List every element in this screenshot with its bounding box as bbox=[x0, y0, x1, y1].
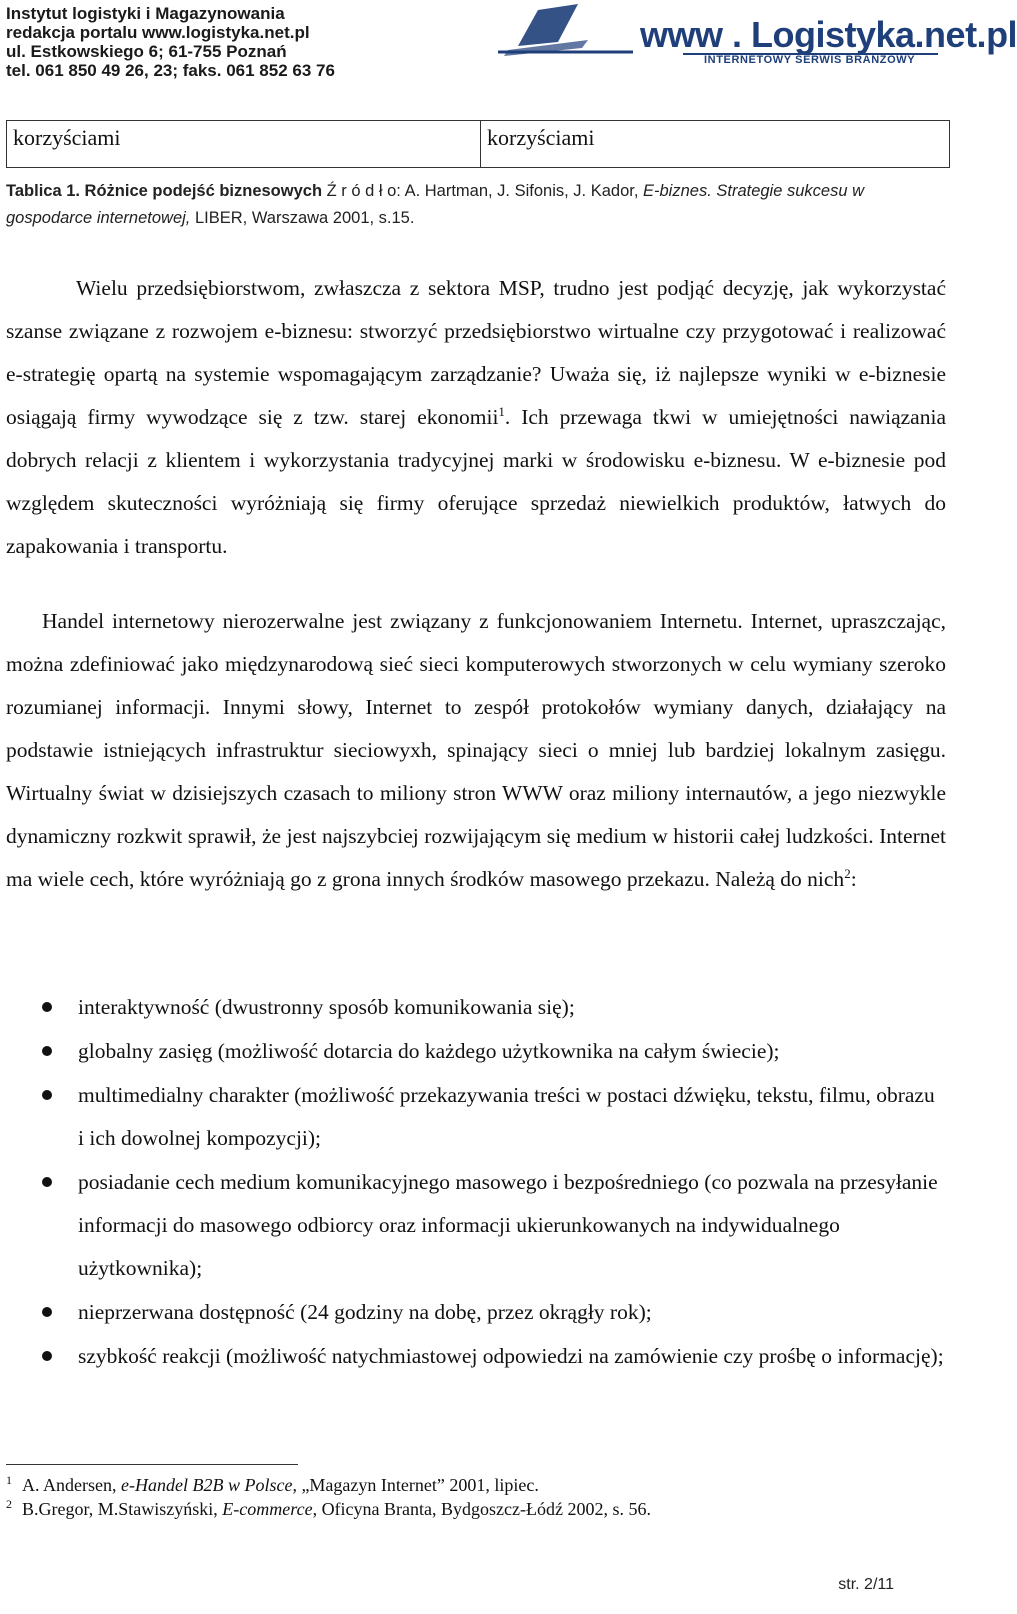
body-paragraph bbox=[6, 267, 946, 568]
list-item bbox=[6, 1074, 946, 1160]
publisher-line: ul. Estkowskiego 6; 61-755 Poznań bbox=[6, 42, 287, 61]
publisher-line: Instytut logistyki i Magazynowania bbox=[6, 4, 285, 23]
caption-source-title: E-biznes. Strategie sukcesu w gospodarce internetowej, bbox=[6, 182, 865, 227]
body-paragraph bbox=[6, 600, 946, 901]
caption-source-suffix: LIBER, Warszawa 2001, s.15. bbox=[190, 209, 415, 227]
list-item bbox=[6, 986, 946, 1029]
footnote bbox=[6, 1474, 539, 1496]
footnote-title: E-commerce bbox=[222, 1499, 313, 1519]
bullet-icon bbox=[42, 1177, 52, 1187]
footnote bbox=[6, 1498, 651, 1520]
internet-features-list bbox=[6, 986, 946, 1379]
footnote-details: , Oficyna Branta, Bydgoszcz-Łódź 2002, s. 56. bbox=[312, 1499, 651, 1519]
bullet-icon bbox=[42, 1046, 52, 1056]
list-item-text: szybkość reakcji (możliwość natychmiastowej odpowiedzi na zamówienie czy prośbę o informację); bbox=[78, 1344, 944, 1368]
list-item bbox=[6, 1335, 946, 1378]
logo-subtitle: INTERNETOWY SERWIS BRANŻOWY bbox=[704, 54, 916, 66]
caption-label: Tablica 1. Różnice podejść biznesowych bbox=[6, 182, 323, 200]
bullet-icon bbox=[42, 1002, 52, 1012]
footnote-number: 2 bbox=[6, 1497, 12, 1511]
paragraph-text: Handel internetowy nierozerwalne jest związany z funkcjonowaniem Internetu. Internet, upraszczając, można zdefiniować jako międzynarodową sieć sieci komputerowych stworzonych w celu wymiany szeroko rozumianej informacji. Innymi słowy, Internet to zespół protokołów wymiany danych, działający na podstawie istniejących infrastruktur sieciowyxh, spinający sieci o mniej lub bardziej lokalnym zasięgu. Wirtualny świat w dzisiejszych czasach to miliony stron WWW oraz miliony internautów, a jego niezwykle dynamiczny rozkwit sprawił, że jest najszybciej rozwijającym się medium w historii całej ludzkości. Internet ma wiele cech, które wyróżniają go z grona innych środków masowego przekazu. Należą do nich bbox=[6, 609, 946, 891]
footnote-title: e-Handel B2B w Polsce bbox=[120, 1475, 293, 1495]
table-cell: korzyściami bbox=[487, 125, 595, 150]
table-cell: korzyściami bbox=[7, 121, 481, 167]
footnote-author: A. Andersen, bbox=[22, 1475, 121, 1495]
publisher-line: tel. 061 850 49 26, 23; faks. 061 852 63 76 bbox=[6, 61, 335, 80]
paragraph-text: : bbox=[850, 867, 857, 891]
footnote-author: B.Gregor, M.Stawiszyński, bbox=[22, 1499, 223, 1519]
bullet-icon bbox=[42, 1090, 52, 1100]
publisher-info bbox=[6, 4, 335, 80]
list-item-text: globalny zasięg (możliwość dotarcia do każdego użytkownika na całym świecie); bbox=[78, 1039, 780, 1063]
caption-source-prefix: Ź r ó d ł o: A. Hartman, J. Sifonis, J. Kador, bbox=[322, 182, 643, 200]
footnote-ref: 2 bbox=[844, 865, 851, 881]
paragraph-text: . Ich przewaga tkwi w umiejętności nawiązania dobrych relacji z klientem i wykorzystania tradycyjnej marki w środowisku e-biznesu. W e-biznesie pod względem skuteczności wyróżniają się firmy oferujące sprzedaż niewielkich produktów, łatwych do zapakowania i transportu. bbox=[6, 405, 946, 558]
page-number: str. 2/11 bbox=[838, 1576, 894, 1593]
list-item-text: nieprzerwana dostępność (24 godziny na dobę, przez okrągły rok); bbox=[78, 1300, 652, 1324]
footnote-number: 1 bbox=[6, 1473, 12, 1487]
list-item-text: posiadanie cech medium komunikacyjnego masowego i bezpośredniego (co pozwala na przesyłanie informacji do masowego odbiorcy oraz informacji ukierunkowanych na indywidualnego użytkownika); bbox=[78, 1170, 938, 1280]
list-item bbox=[6, 1030, 946, 1073]
paragraph-text: Wielu przedsiębiorstwom, zwłaszcza z sektora MSP, trudno jest podjąć decyzję, jak wykorzystać szanse związane z rozwojem e-biznesu: stworzyć przedsiębiorstwo wirtualne czy przygotować i realizować e-strategię opartą na systemie wspomagającym zarządzanie? Uważa się, iż najlepsze wyniki w e-biznesie osiągają firmy wywodzące się z tzw. starej ekonomii bbox=[6, 276, 946, 429]
list-item bbox=[6, 1291, 946, 1334]
list-item-text: multimedialny charakter (możliwość przekazywania treści w postaci dźwięku, tekstu, filmu, obrazu i ich dowolnej kompozycji); bbox=[78, 1083, 935, 1150]
table-caption bbox=[6, 178, 946, 232]
footnote-ref: 1 bbox=[498, 403, 505, 419]
publisher-line: redakcja portalu www.logistyka.net.pl bbox=[6, 23, 310, 42]
list-item-text: interaktywność (dwustronny sposób komunikowania się); bbox=[78, 995, 575, 1019]
bullet-icon bbox=[42, 1351, 52, 1361]
logo-text: www . Logistyka.net.pl bbox=[640, 14, 1017, 55]
list-item bbox=[6, 1161, 946, 1290]
bullet-icon bbox=[42, 1307, 52, 1317]
footnote-details: , „Magazyn Internet” 2001, lipiec. bbox=[292, 1475, 539, 1495]
comparison-table-fragment bbox=[6, 120, 950, 168]
footnote-separator bbox=[6, 1464, 298, 1465]
